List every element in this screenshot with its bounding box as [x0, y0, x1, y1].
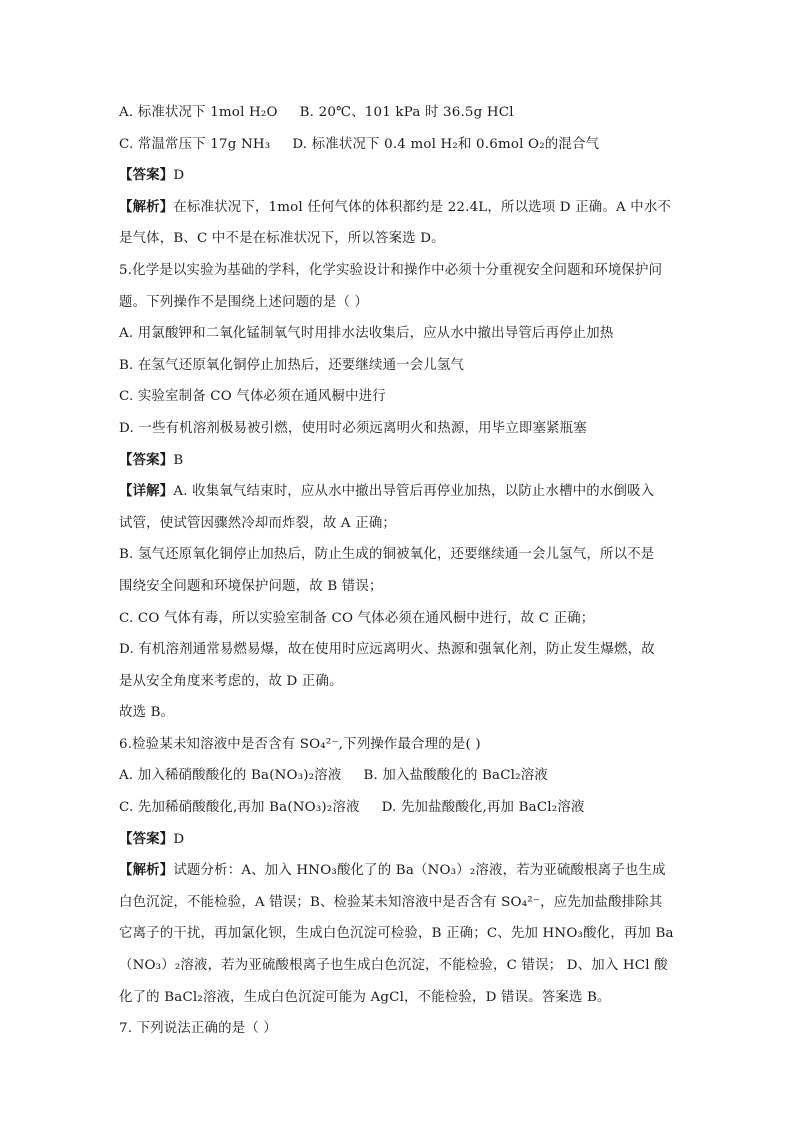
q6-option-c: C. 先加稀硝酸酸化,再加 Ba(NO₃)₂溶液 [119, 800, 360, 816]
q5-option-b: B. 在氢气还原氧化铜停止加热后，还要继续通一会儿氢气 [119, 357, 465, 373]
q4-answer [119, 160, 679, 192]
q7-stem: 7. 下列说法正确的是（ ） [119, 1021, 277, 1037]
analysis-text: 试题分析：A、加入 HNO₃酸化了的 Ba（NO₃）₂溶液，若为亚硫酸根离子也生成 [173, 863, 666, 879]
document-page [119, 97, 679, 1045]
q5-option-c: C. 实验室制备 CO 气体必须在通风橱中进行 [119, 389, 386, 405]
q5-detail-d-line-2: 是从安全角度来考虑的，故 D 正确。 [119, 673, 343, 689]
answer-value: D [173, 831, 185, 847]
q4-analysis-line-2: 是气体，B、C 中不是在标准状况下，所以答案选 D。 [119, 231, 445, 247]
q5-detail-a-line-1 [119, 476, 679, 508]
q5-detail-c: C. CO 气体有毒，所以实验室制备 CO 气体必须在通风橱中进行，故 C 正确； [119, 610, 595, 626]
detail-tag: 【详解】 [119, 483, 174, 500]
q4-option-c: C. 常温常压下 17g NH₃ [119, 136, 271, 152]
q6-analysis-line-2: 白色沉淀，不能检验，A 错误；B、检验某未知溶液中是否含有 SO₄²⁻，应先加盐酸排除其 [119, 894, 663, 910]
q5-detail-b-line-2: 围绕安全问题和环境保护问题，故 B 错误； [119, 578, 383, 594]
q6-analysis-line-3: 它离子的干扰，再加氯化钡，生成白色沉淀可检验，B 正确；C、先加 HNO₃酸化，再加 Ba [119, 926, 674, 942]
q4-option-a: A. 标准状况下 1mol H₂O [119, 105, 278, 120]
q6-option-a: A. 加入稀硝酸酸化的 Ba(NO₃)₂溶液 [119, 768, 342, 784]
detail-text: A. 收集氧气结束时，应从水中撤出导管后再停业加热，以防止水槽中的水倒吸入 [173, 484, 655, 500]
q5-option-a: A. 用氯酸钾和二氧化锰制氧气时用排水法收集后，应从水中撤出导管后再停止加热 [119, 326, 614, 342]
q4-option-d: D. 标准状况下 0.4 mol H₂和 0.6mol O₂的混合气 [292, 136, 600, 152]
answer-tag: 【答案】 [119, 451, 174, 468]
q5-conclusion: 故选 B。 [119, 705, 175, 721]
q6-options-ab [119, 760, 679, 792]
q5-detail-d-line-1: D. 有机溶剂通常易燃易爆，故在使用时应远离明火、热源和强氧化剂，防止发生爆燃，故 [119, 642, 655, 658]
analysis-text: 在标准状况下，1mol 任何气体的体积都约是 22.4L，所以选项 D 正确。A 中水不 [173, 199, 672, 215]
q6-option-b: B. 加入盐酸酸化的 BaCl₂溶液 [363, 768, 548, 784]
q5-stem-line-1: 5.化学是以实验为基础的学科，化学实验设计和操作中必须十分重视安全问题和环境保护问 [119, 262, 663, 278]
q5-detail-b-line-1: B. 氢气还原氧化铜停止加热后，防止生成的铜被氧化，还要继续通一会儿氢气，所以不是 [119, 547, 655, 563]
q4-analysis-line-1 [119, 192, 679, 224]
answer-tag: 【答案】 [119, 830, 174, 847]
q6-analysis-line-5: 化了的 BaCl₂溶液，生成白色沉淀可能为 AgCl，不能检验，D 错误。答案选 B。 [119, 989, 611, 1005]
q4-option-b: B. 20℃、101 kPa 时 36.5g HCl [299, 105, 514, 120]
q6-analysis-line-4: （NO₃）₂溶液，若为亚硫酸根离子也生成白色沉淀，不能检验，C 错误； D、加入 HCl 酸 [119, 958, 668, 974]
q6-answer [119, 824, 679, 856]
answer-tag: 【答案】 [119, 167, 174, 184]
q4-options-ab [119, 97, 679, 129]
answer-value: D [173, 168, 185, 184]
q6-option-d: D. 先加盐酸酸化,再加 BaCl₂溶液 [381, 800, 585, 816]
q5-stem-line-2: 题。下列操作不是围绕上述问题的是（ ） [119, 294, 369, 310]
q5-answer [119, 445, 679, 477]
q5-detail-a-line-2: 试管，使试管因骤然冷却而炸裂，故 A 正确； [119, 515, 397, 531]
q5-option-d: D. 一些有机溶剂极易被引燃，使用时必须远离明火和热源，用毕立即塞紧瓶塞 [119, 420, 587, 436]
q4-options-cd [119, 129, 679, 161]
q6-options-cd [119, 792, 679, 824]
answer-value: B [173, 452, 184, 468]
q6-analysis-line-1 [119, 855, 679, 887]
analysis-tag: 【解析】 [119, 862, 174, 879]
q6-stem: 6.检验某未知溶液中是否含有 SO₄²⁻,下列操作最合理的是( ) [119, 736, 481, 752]
analysis-tag: 【解析】 [119, 198, 174, 215]
